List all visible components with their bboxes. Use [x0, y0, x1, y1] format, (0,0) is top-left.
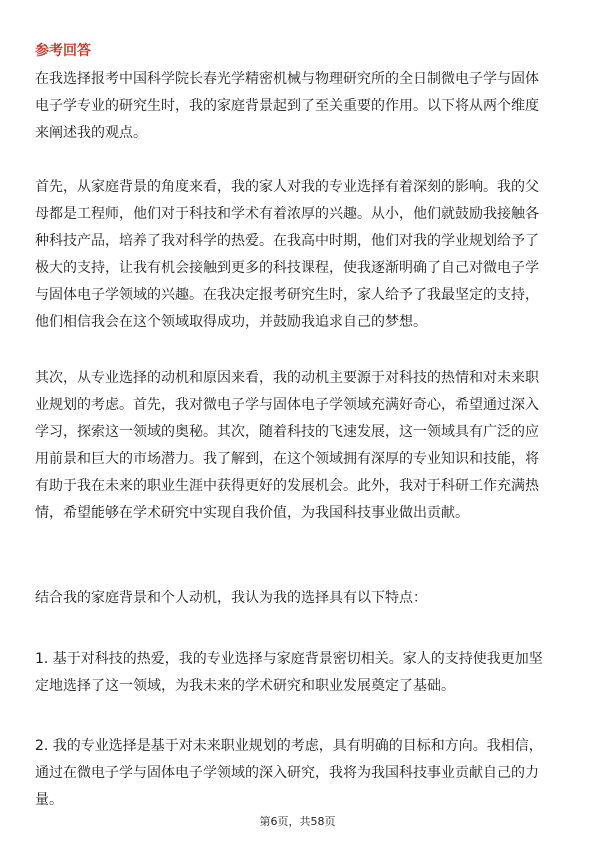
- page-number-footer: 第6页，共58页: [259, 815, 336, 828]
- paragraph-intro: [35, 66, 565, 147]
- paragraph-line: 2. 我的专业选择是基于对未来职业规划的考虑，具有明确的目标和方向。我相信，: [35, 738, 543, 754]
- paragraph-line: 1. 基于对科技的热爱，我的专业选择与家庭背景密切相关。家人的支持使我更加坚: [35, 651, 543, 667]
- list-item-1: [35, 646, 565, 700]
- list-item-2: [35, 733, 565, 814]
- paragraph-line: 其次，从专业选择的动机和原因来看，我的动机主要源于对科技的热情和对未来职: [35, 370, 539, 386]
- paragraph-line: 业规划的考虑。首先，我对微电子学与固体电子学领域充满好奇心，希望通过深入: [35, 397, 539, 413]
- paragraph-line: 电子学专业的研究生时，我的家庭背景起到了至关重要的作用。以下将从两个维度: [35, 98, 539, 114]
- paragraph-line: 定地选择了这一领域，为我未来的学术研究和职业发展奠定了基础。: [35, 678, 455, 694]
- paragraph-line: 学习，探索这一领域的奥秘。其次，随着科技的飞速发展，这一领域具有广泛的应: [35, 424, 539, 440]
- paragraph-line: 在我选择报考中国科学院长春光学精密机械与物理研究所的全日制微电子学与固体: [35, 71, 539, 87]
- paragraph-line: 首先，从家庭背景的角度来看，我的家人对我的专业选择有着深刻的影响。我的父: [35, 179, 539, 195]
- paragraph-line: 种科技产品，培养了我对科学的热爱。在我高中时期，他们对我的学业规划给予了: [35, 233, 539, 249]
- paragraph-line: 有助于我在未来的职业生涯中获得更好的发展机会。此外，我对于科研工作充满热: [35, 478, 539, 494]
- paragraph-line: 极大的支持，让我有机会接触到更多的科技课程，使我逐渐明确了自己对微电子学: [35, 260, 539, 276]
- paragraph-summary-intro: [35, 585, 565, 612]
- answer-heading: 参考回答: [35, 43, 91, 59]
- paragraph-line: 与固体电子学领域的兴趣。在我决定报考研究生时，家人给予了我最坚定的支持，: [35, 287, 539, 303]
- paragraph-line: 母都是工程师，他们对于科技和学术有着浓厚的兴趣。从小，他们就鼓励我接触各: [35, 206, 539, 222]
- paragraph-motivation: [35, 365, 565, 527]
- paragraph-line: 量。: [35, 792, 63, 808]
- paragraph-line: 他们相信我会在这个领域取得成功，并鼓励我追求自己的梦想。: [35, 314, 427, 330]
- paragraph-line: 来阐述我的观点。: [35, 125, 147, 141]
- paragraph-line: 结合我的家庭背景和个人动机，我认为我的选择具有以下特点：: [35, 590, 427, 606]
- paragraph-line: 情，希望能够在学术研究中实现自我价值，为我国科技事业做出贡献。: [35, 505, 469, 521]
- paragraph-line: 通过在微电子学与固体电子学领域的深入研究，我将为我国科技事业贡献自己的力: [35, 765, 539, 781]
- paragraph-family-background: [35, 174, 565, 336]
- paragraph-line: 用前景和巨大的市场潜力。我了解到，在这个领域拥有深厚的专业知识和技能，将: [35, 451, 539, 467]
